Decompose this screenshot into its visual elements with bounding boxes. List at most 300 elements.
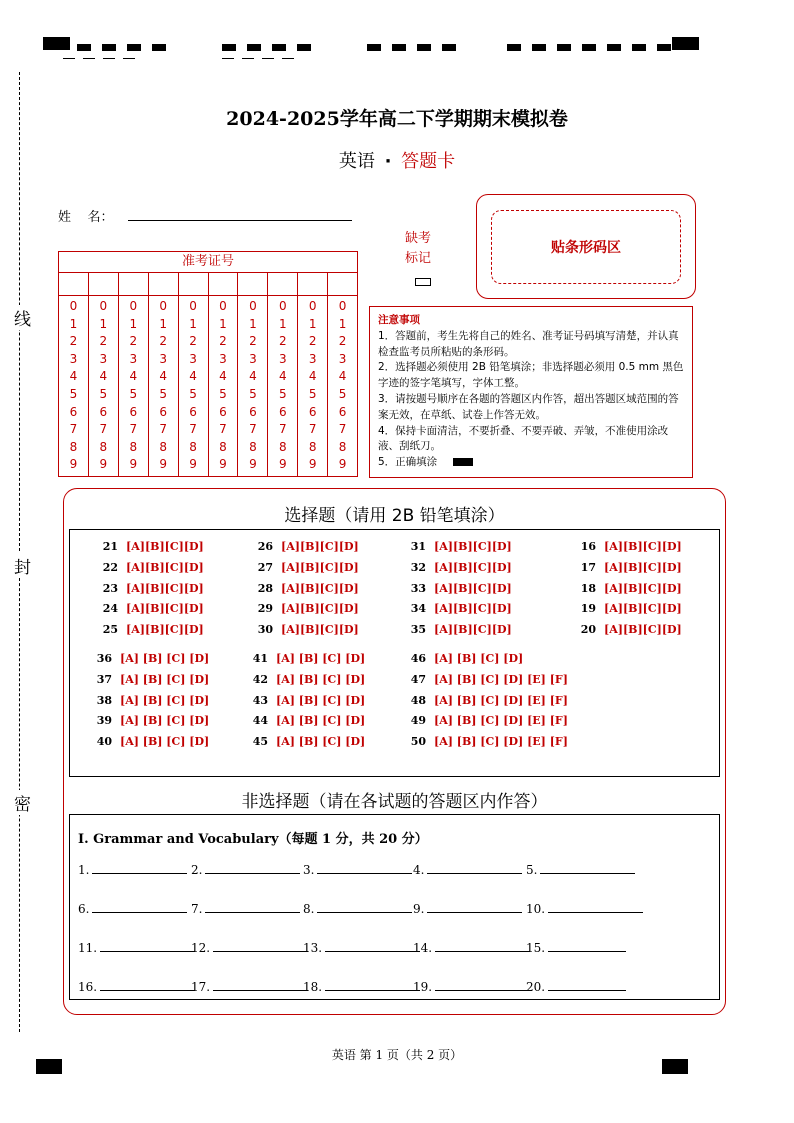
name-label: 姓 名： bbox=[58, 210, 114, 225]
blank-number: 10. bbox=[526, 902, 546, 916]
mc-section-title: 选择题（请用 2B 铅笔填涂） bbox=[284, 506, 505, 526]
blank-line[interactable] bbox=[548, 978, 626, 991]
blank-line[interactable] bbox=[205, 900, 300, 913]
exam-id-digit-bubble[interactable]: 5 bbox=[159, 386, 167, 401]
answer-options[interactable]: [A][B][C][D] bbox=[281, 623, 359, 637]
question-number: 42 bbox=[252, 672, 268, 686]
mc-question[interactable] bbox=[247, 602, 359, 615]
blank-answer[interactable] bbox=[78, 978, 195, 994]
answer-options[interactable]: [A][B][C][D] bbox=[126, 540, 204, 553]
question-number: 41 bbox=[252, 652, 268, 665]
side-label-secret: 密 bbox=[14, 790, 31, 815]
blank-line[interactable] bbox=[92, 861, 187, 874]
mc-question[interactable] bbox=[242, 735, 365, 748]
exam-id-digit-bubble[interactable]: 1 bbox=[99, 316, 108, 331]
mc-question[interactable] bbox=[92, 540, 204, 553]
blank-answer[interactable] bbox=[303, 978, 420, 994]
exam-id-digit-bubble[interactable]: 2 bbox=[189, 334, 197, 349]
exam-id-digit-bubble[interactable]: 1 bbox=[278, 316, 287, 331]
mc-question[interactable] bbox=[400, 602, 512, 615]
barcode-label: 贴条形码区 bbox=[551, 240, 621, 256]
blank-line[interactable] bbox=[427, 861, 522, 874]
exam-id-digit-bubble[interactable]: 2 bbox=[69, 334, 78, 349]
exam-id-digit-bubble[interactable]: 8 bbox=[189, 439, 197, 454]
answer-options[interactable]: [A][B][C][D] bbox=[126, 560, 204, 574]
exam-id-digit-bubble[interactable]: 4 bbox=[99, 369, 108, 384]
exam-id-digit-bubble[interactable]: 3 bbox=[99, 351, 108, 366]
blank-answer[interactable] bbox=[191, 900, 300, 916]
position-dash bbox=[63, 58, 75, 59]
exam-id-write-cell[interactable] bbox=[328, 273, 357, 295]
question-number: 48 bbox=[410, 693, 426, 707]
exam-id-digit-bubble[interactable]: 4 bbox=[308, 369, 317, 384]
blank-number: 15. bbox=[526, 941, 546, 955]
mc-question[interactable] bbox=[242, 673, 365, 686]
blank-answer[interactable] bbox=[78, 861, 187, 877]
position-mark bbox=[657, 44, 671, 51]
blank-line[interactable] bbox=[427, 900, 522, 913]
exam-id-digit-bubble[interactable]: 0 bbox=[249, 299, 257, 313]
exam-id-digit-bubble[interactable]: 3 bbox=[278, 351, 287, 366]
exam-id-write-cell[interactable] bbox=[149, 273, 179, 295]
mc-question[interactable] bbox=[86, 735, 209, 748]
question-number: 34 bbox=[410, 602, 426, 616]
exam-id-digit-bubble[interactable]: 7 bbox=[308, 422, 317, 437]
mc-question[interactable] bbox=[86, 673, 209, 686]
exam-id-digit-bubble[interactable]: 9 bbox=[219, 457, 227, 472]
answer-options[interactable]: [A] [B] [C] [D] bbox=[276, 672, 366, 686]
exam-id-digit-bubble[interactable]: 7 bbox=[249, 422, 257, 437]
mc-question[interactable] bbox=[570, 602, 682, 615]
question-number: 27 bbox=[257, 560, 273, 574]
question-number: 49 bbox=[410, 714, 426, 728]
exam-id-digit-bubble[interactable]: 0 bbox=[219, 299, 227, 313]
answer-options[interactable]: [A][B][C][D] bbox=[281, 581, 359, 595]
position-mark bbox=[367, 44, 381, 51]
exam-id-digit-bubble[interactable]: 6 bbox=[278, 404, 287, 419]
exam-id-digit-bubble[interactable]: 5 bbox=[249, 386, 257, 401]
mc-question[interactable] bbox=[92, 582, 204, 595]
position-dash bbox=[83, 58, 95, 59]
position-dash bbox=[222, 58, 234, 59]
exam-id-digit-bubble[interactable]: 8 bbox=[308, 439, 317, 454]
exam-id-digit-bubble[interactable]: 3 bbox=[189, 351, 197, 366]
exam-id-digit-bubble[interactable]: 0 bbox=[129, 299, 138, 313]
blank-line[interactable] bbox=[435, 939, 530, 952]
position-mark bbox=[442, 44, 456, 51]
mc-answer-box bbox=[69, 529, 720, 777]
position-mark bbox=[77, 44, 91, 51]
barcode-dashed-box bbox=[491, 210, 681, 284]
blank-answer[interactable] bbox=[526, 861, 635, 877]
question-number: 17 bbox=[580, 560, 596, 574]
exam-id-digit-bubble[interactable]: 4 bbox=[249, 369, 257, 384]
exam-id-digit-bubble[interactable]: 3 bbox=[338, 351, 347, 366]
exam-id-digit-bubble[interactable]: 8 bbox=[338, 439, 347, 454]
blank-line[interactable] bbox=[548, 939, 626, 952]
exam-id-digit-bubble[interactable]: 5 bbox=[338, 386, 347, 401]
mc-question[interactable] bbox=[247, 582, 359, 595]
mc-question[interactable] bbox=[86, 714, 209, 727]
exam-id-digit-bubble[interactable]: 4 bbox=[69, 369, 78, 384]
exam-id-column bbox=[59, 296, 89, 476]
absent-mark-box[interactable] bbox=[415, 278, 431, 286]
question-number: 36 bbox=[96, 652, 112, 665]
exam-id-digit-bubble[interactable]: 6 bbox=[249, 404, 257, 419]
exam-id-digit-bubble[interactable]: 4 bbox=[129, 369, 138, 384]
answer-options[interactable]: [A] [B] [C] [D] [E] [F] bbox=[434, 714, 568, 728]
exam-id-digit-bubble[interactable]: 7 bbox=[338, 422, 347, 437]
blank-number: 14. bbox=[413, 941, 433, 955]
blank-line[interactable] bbox=[205, 861, 300, 874]
mc-question[interactable] bbox=[242, 652, 365, 665]
position-mark bbox=[557, 44, 571, 51]
exam-id-digit-bubble[interactable]: 2 bbox=[308, 334, 317, 349]
exam-id-digit-bubble[interactable]: 7 bbox=[129, 422, 138, 437]
exam-id-digit-bubble[interactable]: 9 bbox=[189, 457, 197, 472]
blank-line[interactable] bbox=[100, 978, 195, 991]
position-dash bbox=[262, 58, 274, 59]
mc-question[interactable] bbox=[570, 582, 682, 595]
answer-options[interactable]: [A][B][C][D] bbox=[604, 560, 682, 574]
exam-id-digit-bubble[interactable]: 1 bbox=[129, 316, 138, 331]
answer-options[interactable]: [A] [B] [C] [D] bbox=[276, 714, 366, 728]
position-mark bbox=[152, 44, 166, 51]
mc-question[interactable] bbox=[400, 561, 512, 574]
answer-options[interactable]: [A][B][C][D] bbox=[126, 623, 204, 637]
filled-bubble-example bbox=[453, 458, 473, 466]
mc-question[interactable] bbox=[400, 735, 568, 748]
question-number: 44 bbox=[252, 714, 268, 728]
answer-area bbox=[63, 488, 726, 1015]
blank-line[interactable] bbox=[435, 978, 530, 991]
exam-id-digit-bubble[interactable]: 4 bbox=[219, 369, 227, 384]
blank-answer[interactable] bbox=[303, 900, 412, 916]
blank-answer[interactable] bbox=[191, 939, 308, 955]
exam-id-digit-bubble[interactable]: 2 bbox=[249, 334, 257, 349]
mc-question[interactable] bbox=[242, 714, 365, 727]
exam-id-digit-bubble[interactable]: 6 bbox=[338, 404, 347, 419]
exam-id-digit-bubble[interactable]: 8 bbox=[219, 439, 227, 454]
blank-line[interactable] bbox=[540, 861, 635, 874]
answer-options[interactable]: [A] [B] [C] [D] [E] [F] bbox=[434, 735, 568, 749]
mc-question[interactable] bbox=[570, 540, 682, 553]
mc-question[interactable] bbox=[247, 623, 359, 636]
answer-options[interactable]: [A][B][C][D] bbox=[434, 602, 512, 616]
exam-id-write-cell[interactable] bbox=[119, 273, 149, 295]
blank-line[interactable] bbox=[548, 900, 643, 913]
exam-id-digit-bubble[interactable]: 0 bbox=[338, 299, 347, 313]
position-mark bbox=[507, 44, 521, 51]
answer-options[interactable]: [A][B][C][D] bbox=[604, 581, 682, 595]
blank-answer[interactable] bbox=[526, 978, 626, 994]
answer-options[interactable]: [A][B][C][D] bbox=[604, 623, 682, 637]
mc-question[interactable] bbox=[400, 582, 512, 595]
answer-options[interactable]: [A] [B] [C] [D] [E] [F] bbox=[434, 693, 568, 707]
blank-number: 16. bbox=[78, 980, 98, 994]
exam-id-write-cell[interactable] bbox=[59, 273, 89, 295]
mc-question[interactable] bbox=[92, 602, 204, 615]
exam-id-column bbox=[89, 296, 119, 476]
exam-id-write-cell[interactable] bbox=[209, 273, 239, 295]
exam-id-digit-bubble[interactable]: 0 bbox=[159, 299, 167, 313]
exam-id-digit-bubble[interactable]: 1 bbox=[249, 316, 257, 331]
answer-options[interactable]: [A][B][C][D] bbox=[434, 623, 512, 637]
exam-id-digit-bubble[interactable]: 5 bbox=[308, 386, 317, 401]
exam-id-digit-bubble[interactable]: 8 bbox=[99, 439, 108, 454]
position-dash bbox=[103, 58, 115, 59]
question-number: 32 bbox=[410, 560, 426, 574]
page-footer: 英语 第 1 页（共 2 页） bbox=[331, 1048, 463, 1062]
question-number: 40 bbox=[96, 735, 112, 749]
mc-question[interactable] bbox=[570, 623, 682, 636]
blank-line[interactable] bbox=[317, 861, 412, 874]
answer-options[interactable]: [A][B][C][D] bbox=[604, 602, 682, 616]
exam-id-digit-bubble[interactable]: 3 bbox=[129, 351, 138, 366]
exam-id-digit-bubble[interactable]: 3 bbox=[308, 351, 317, 366]
exam-id-digit-bubble[interactable]: 9 bbox=[129, 457, 138, 472]
exam-id-digit-bubble[interactable]: 2 bbox=[338, 334, 347, 349]
answer-options[interactable]: [A] [B] [C] [D] bbox=[434, 652, 524, 665]
exam-id-digit-bubble[interactable]: 9 bbox=[69, 457, 78, 472]
position-mark bbox=[222, 44, 236, 51]
mc-question[interactable] bbox=[247, 540, 359, 553]
exam-id-digit-bubble[interactable]: 4 bbox=[338, 369, 347, 384]
grammar-title: I. Grammar and Vocabulary（每题 1 分，共 20 分） bbox=[78, 832, 428, 847]
exam-id-digit-bubble[interactable]: 9 bbox=[278, 457, 287, 472]
mc-question[interactable] bbox=[92, 623, 204, 636]
answer-options[interactable]: [A][B][C][D] bbox=[434, 540, 512, 553]
name-underline bbox=[128, 220, 352, 221]
exam-id-digit-bubble[interactable]: 4 bbox=[189, 369, 197, 384]
answer-options[interactable]: [A] [B] [C] [D] bbox=[276, 652, 366, 665]
answer-options[interactable]: [A][B][C][D] bbox=[281, 560, 359, 574]
subject: 英语 bbox=[338, 151, 375, 172]
blank-number: 17. bbox=[191, 980, 211, 994]
exam-id-digit-bubble[interactable]: 5 bbox=[219, 386, 227, 401]
card-label: 答题卡 bbox=[401, 151, 456, 172]
position-mark bbox=[582, 44, 596, 51]
exam-id-digit-bubble[interactable]: 8 bbox=[129, 439, 138, 454]
blank-number: 19. bbox=[413, 980, 433, 994]
exam-id-digit-bubble[interactable]: 3 bbox=[69, 351, 78, 366]
notice-item: 4．保持卡面清洁，不要折叠、不要弄破、弄皱，不准使用涂改液、刮纸刀。 bbox=[378, 424, 669, 453]
exam-id-write-cell[interactable] bbox=[298, 273, 328, 295]
answer-options[interactable]: [A] [B] [C] [D] [E] [F] bbox=[434, 672, 568, 686]
exam-id-column bbox=[328, 296, 357, 476]
exam-id-digit-bubble[interactable]: 6 bbox=[99, 404, 108, 419]
exam-id-digit-bubble[interactable]: 6 bbox=[219, 404, 227, 419]
exam-id-write-cell[interactable] bbox=[238, 273, 268, 295]
blank-line[interactable] bbox=[213, 939, 308, 952]
question-number: 24 bbox=[102, 602, 118, 616]
exam-id-digit-bubble[interactable]: 2 bbox=[278, 334, 287, 349]
exam-id-digit-bubble[interactable]: 8 bbox=[159, 439, 167, 454]
exam-id-digit-bubble[interactable]: 1 bbox=[308, 316, 317, 331]
blank-answer[interactable] bbox=[191, 978, 308, 994]
exam-id-digit-bubble[interactable]: 9 bbox=[249, 457, 257, 472]
question-number: 22 bbox=[102, 560, 118, 574]
blank-number: 8. bbox=[303, 902, 315, 916]
exam-id-digit-bubble[interactable]: 3 bbox=[159, 351, 167, 366]
position-mark bbox=[532, 44, 546, 51]
blank-number: 2. bbox=[191, 863, 203, 877]
exam-id-digit-bubble[interactable]: 7 bbox=[69, 422, 78, 437]
exam-id-digit-bubble[interactable]: 1 bbox=[189, 316, 197, 331]
answer-options[interactable]: [A][B][C][D] bbox=[604, 540, 682, 553]
blank-line[interactable] bbox=[100, 939, 195, 952]
blank-answer[interactable] bbox=[413, 939, 530, 955]
timing-mark bbox=[672, 37, 699, 50]
blank-answer[interactable] bbox=[526, 900, 643, 916]
exam-id-digit-bubble[interactable]: 0 bbox=[308, 299, 317, 313]
title-separator: · bbox=[384, 151, 392, 172]
exam-id-digit-bubble[interactable]: 4 bbox=[159, 369, 167, 384]
binding-line bbox=[19, 72, 20, 1032]
exam-id-grid bbox=[58, 251, 358, 477]
exam-id-digit-bubble[interactable]: 5 bbox=[99, 386, 108, 401]
blank-answer[interactable] bbox=[303, 939, 420, 955]
exam-id-digit-bubble[interactable]: 8 bbox=[69, 439, 78, 454]
blank-answer[interactable] bbox=[303, 861, 412, 877]
grammar-answer-box bbox=[69, 814, 720, 1000]
exam-id-digit-bubble[interactable]: 5 bbox=[189, 386, 197, 401]
exam-id-digit-bubble[interactable]: 7 bbox=[99, 422, 108, 437]
notice-item: 1．答题前，考生先将自己的姓名、准考证号码填写清楚，并认真检查监考员所粘贴的条形码。 bbox=[378, 329, 679, 358]
exam-id-digit-bubble[interactable]: 4 bbox=[278, 369, 287, 384]
mc-question[interactable] bbox=[400, 673, 568, 686]
answer-options[interactable]: [A] [B] [C] [D] bbox=[120, 714, 210, 728]
exam-id-digit-bubble[interactable]: 8 bbox=[278, 439, 287, 454]
exam-id-digit-bubble[interactable]: 1 bbox=[219, 316, 227, 331]
exam-id-digit-bubble[interactable]: 5 bbox=[278, 386, 287, 401]
name-field[interactable] bbox=[58, 206, 114, 225]
exam-id-digit-bubble[interactable]: 6 bbox=[189, 404, 197, 419]
position-mark bbox=[417, 44, 431, 51]
mc-question[interactable] bbox=[570, 561, 682, 574]
mc-question[interactable] bbox=[400, 694, 568, 707]
position-mark bbox=[127, 44, 141, 51]
exam-id-digit-bubble[interactable]: 3 bbox=[249, 351, 257, 366]
blank-answer[interactable] bbox=[78, 900, 187, 916]
notice-title: 注意事项 bbox=[378, 314, 420, 326]
exam-id-digit-bubble[interactable]: 5 bbox=[129, 386, 138, 401]
mc-question[interactable] bbox=[400, 540, 512, 553]
exam-id-digit-bubble[interactable]: 7 bbox=[219, 422, 227, 437]
exam-id-digit-bubble[interactable]: 6 bbox=[129, 404, 138, 419]
answer-options[interactable]: [A][B][C][D] bbox=[434, 581, 512, 595]
notice-item-correct-fill: 5．正确填涂 bbox=[378, 455, 684, 471]
exam-id-digit-bubble[interactable]: 1 bbox=[69, 316, 78, 331]
exam-id-digit-bubble[interactable]: 9 bbox=[338, 457, 347, 472]
blank-number: 7. bbox=[191, 902, 203, 916]
blank-answer[interactable] bbox=[413, 900, 522, 916]
answer-options[interactable]: [A] [B] [C] [D] bbox=[120, 672, 210, 686]
exam-id-digit-bubble[interactable]: 2 bbox=[159, 334, 167, 349]
mc-question[interactable] bbox=[242, 694, 365, 707]
blank-line[interactable] bbox=[325, 939, 420, 952]
exam-id-digit-bubble[interactable]: 0 bbox=[99, 299, 108, 313]
exam-id-digit-bubble[interactable]: 0 bbox=[278, 299, 287, 313]
answer-options[interactable]: [A][B][C][D] bbox=[281, 602, 359, 616]
blank-answer[interactable] bbox=[413, 861, 522, 877]
mc-question[interactable] bbox=[247, 561, 359, 574]
blank-line[interactable] bbox=[213, 978, 308, 991]
question-number: 50 bbox=[410, 735, 426, 749]
exam-id-digit-bubble[interactable]: 6 bbox=[308, 404, 317, 419]
answer-options[interactable]: [A][B][C][D] bbox=[434, 560, 512, 574]
mc-question[interactable] bbox=[86, 694, 209, 707]
exam-id-digit-bubble[interactable]: 9 bbox=[308, 457, 317, 472]
blank-answer[interactable] bbox=[413, 978, 530, 994]
answer-options[interactable]: [A] [B] [C] [D] bbox=[276, 735, 366, 749]
answer-options[interactable]: [A] [B] [C] [D] bbox=[120, 693, 210, 707]
timing-mark bbox=[43, 37, 70, 50]
question-number: 18 bbox=[580, 581, 596, 595]
blank-answer[interactable] bbox=[526, 939, 626, 955]
answer-options[interactable]: [A][B][C][D] bbox=[281, 540, 359, 553]
exam-id-digit-bubble[interactable]: 2 bbox=[129, 334, 138, 349]
answer-options[interactable]: [A] [B] [C] [D] bbox=[276, 693, 366, 707]
exam-id-write-cell[interactable] bbox=[179, 273, 209, 295]
exam-id-digit-bubble[interactable]: 1 bbox=[159, 316, 167, 331]
answer-options[interactable]: [A][B][C][D] bbox=[126, 581, 204, 595]
question-number: 43 bbox=[252, 693, 268, 707]
blank-line[interactable] bbox=[325, 978, 420, 991]
question-number: 31 bbox=[410, 540, 426, 553]
blank-answer[interactable] bbox=[191, 861, 300, 877]
exam-id-column bbox=[268, 296, 298, 476]
exam-id-digit-bubble[interactable]: 9 bbox=[99, 457, 108, 472]
exam-id-digit-bubble[interactable]: 7 bbox=[159, 422, 167, 437]
answer-options[interactable]: [A] [B] [C] [D] bbox=[120, 735, 210, 749]
blank-line[interactable] bbox=[317, 900, 412, 913]
blank-number: 6. bbox=[78, 902, 90, 916]
exam-id-digit-bubble[interactable]: 3 bbox=[219, 351, 227, 366]
mc-question[interactable] bbox=[86, 652, 209, 665]
mc-question[interactable] bbox=[400, 652, 523, 665]
exam-id-digit-bubble[interactable]: 0 bbox=[189, 299, 197, 313]
exam-id-digit-bubble[interactable]: 2 bbox=[99, 334, 108, 349]
exam-id-digit-bubble[interactable]: 8 bbox=[249, 439, 257, 454]
exam-id-digit-bubble[interactable]: 7 bbox=[278, 422, 287, 437]
exam-id-digit-bubble[interactable]: 9 bbox=[159, 457, 167, 472]
answer-options[interactable]: [A][B][C][D] bbox=[126, 602, 204, 616]
barcode-area bbox=[476, 194, 696, 299]
answer-options[interactable]: [A] [B] [C] [D] bbox=[120, 652, 210, 665]
question-number: 21 bbox=[102, 540, 118, 553]
exam-id-column bbox=[149, 296, 179, 476]
position-mark bbox=[297, 44, 311, 51]
exam-id-write-cell[interactable] bbox=[89, 273, 119, 295]
blank-answer[interactable] bbox=[78, 939, 195, 955]
exam-id-digit-bubble[interactable]: 6 bbox=[69, 404, 78, 419]
exam-id-digit-bubble[interactable]: 1 bbox=[338, 316, 347, 331]
exam-id-digit-bubble[interactable]: 0 bbox=[69, 299, 78, 313]
mc-question[interactable] bbox=[400, 714, 568, 727]
exam-id-digit-bubble[interactable]: 5 bbox=[69, 386, 78, 401]
mc-question[interactable] bbox=[400, 623, 512, 636]
position-mark bbox=[632, 44, 646, 51]
position-mark bbox=[272, 44, 286, 51]
position-dash bbox=[123, 58, 135, 59]
mc-question[interactable] bbox=[92, 561, 204, 574]
exam-id-digit-bubble[interactable]: 6 bbox=[159, 404, 167, 419]
exam-id-digit-bubble[interactable]: 7 bbox=[189, 422, 197, 437]
exam-id-write-cell[interactable] bbox=[268, 273, 298, 295]
exam-id-digit-bubble[interactable]: 2 bbox=[219, 334, 227, 349]
blank-line[interactable] bbox=[92, 900, 187, 913]
